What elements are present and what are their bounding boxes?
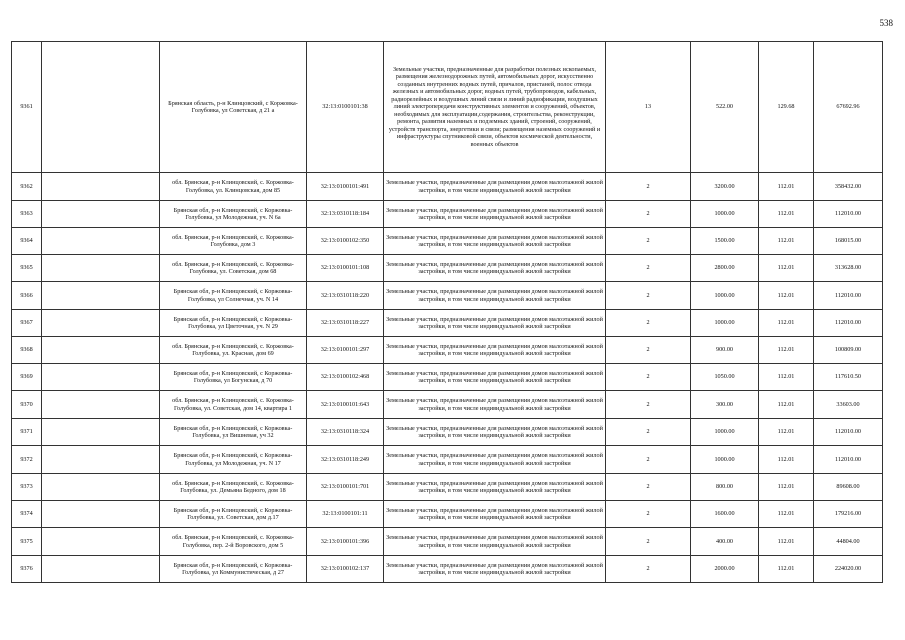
row-rate: 112.01 <box>759 282 814 310</box>
row-land-purpose: Земельные участки, предназначенные для размещения домов малоэтажной жилой застройки, в том числе индивидуальной жилой застройки <box>384 310 606 337</box>
row-address: Брянская обл, р-н Клинцовский, с Коржовка-Голубовка, ул Богунская, д 70 <box>160 364 307 391</box>
row-category-code: 2 <box>606 310 691 337</box>
row-id: 9373 <box>12 474 42 501</box>
row-id: 9376 <box>12 556 42 583</box>
row-blank <box>42 201 160 228</box>
row-cadastral-value: 358432.00 <box>814 173 883 201</box>
row-cadastral-value: 112010.00 <box>814 282 883 310</box>
row-cadastral-number: 32:13:0100102:137 <box>307 556 384 583</box>
table-row <box>12 391 883 419</box>
row-category-code: 2 <box>606 364 691 391</box>
row-area: 3200.00 <box>691 173 759 201</box>
row-address: Брянская обл, р-н Клинцовский, с Коржовка-Голубовка, ул Коммунистическая, д 27 <box>160 556 307 583</box>
row-land-purpose: Земельные участки, предназначенные для размещения домов малоэтажной жилой застройки, в том числе индивидуальной жилой застройки <box>384 391 606 419</box>
row-cadastral-number: 32:13:0100101:396 <box>307 528 384 556</box>
row-cadastral-number: 32:13:0100101:491 <box>307 173 384 201</box>
row-land-purpose: Земельные участки, предназначенные для размещения домов малоэтажной жилой застройки, в том числе индивидуальной жилой застройки <box>384 446 606 474</box>
row-cadastral-number: 32:13:0100101:701 <box>307 474 384 501</box>
row-category-code: 2 <box>606 255 691 282</box>
row-cadastral-value: 112010.00 <box>814 201 883 228</box>
row-id: 9361 <box>12 42 42 173</box>
row-id: 9366 <box>12 282 42 310</box>
row-cadastral-value: 100809.00 <box>814 337 883 364</box>
row-land-purpose: Земельные участки, предназначенные для размещения домов малоэтажной жилой застройки, в том числе индивидуальной жилой застройки <box>384 255 606 282</box>
row-cadastral-value: 112010.00 <box>814 446 883 474</box>
row-area: 522.00 <box>691 42 759 173</box>
row-cadastral-value: 168015.00 <box>814 228 883 255</box>
row-area: 1050.00 <box>691 364 759 391</box>
row-address: обл. Брянская, р-н Клинцовский, с. Коржовка-Голубовка, дом 3 <box>160 228 307 255</box>
row-category-code: 2 <box>606 419 691 446</box>
row-id: 9374 <box>12 501 42 528</box>
row-cadastral-number: 32:13:0100102:468 <box>307 364 384 391</box>
row-area: 300.00 <box>691 391 759 419</box>
row-area: 1500.00 <box>691 228 759 255</box>
row-blank <box>42 556 160 583</box>
row-land-purpose: Земельные участки, предназначенные для разработки полезных ископаемых, размещения железнодорожных путей, автомобильных дорог, искусственно созданных внутренних водных путей, причалов, пристаней, полос отвода железных и автомобильных дорог, водных путей, трубопроводов, кабельных, радиорелейных и воздушных линий связи и линий радиофикации, воздушных линий электропередачи конструктивных элементов и сооружений, объектов, необходимых для эксплуатации,содержания, строительства, реконструкции, ремонта, развития наземных и подземных зданий, строений, сооружений, устройств транспорта, энергетики и связи; размещения наземных сооружений и инфраструктуры спутниковой связи, объектов космической деятельности, военных объектов <box>384 42 606 173</box>
table-row <box>12 446 883 474</box>
row-id: 9375 <box>12 528 42 556</box>
table-row <box>12 501 883 528</box>
row-area: 2800.00 <box>691 255 759 282</box>
row-blank <box>42 173 160 201</box>
row-category-code: 2 <box>606 337 691 364</box>
row-cadastral-number: 32:13:0310118:324 <box>307 419 384 446</box>
row-category-code: 2 <box>606 201 691 228</box>
row-cadastral-number: 32:13:0310118:220 <box>307 282 384 310</box>
row-blank <box>42 419 160 446</box>
row-id: 9367 <box>12 310 42 337</box>
row-land-purpose: Земельные участки, предназначенные для размещения домов малоэтажной жилой застройки, в том числе индивидуальной жилой застройки <box>384 501 606 528</box>
row-rate: 112.01 <box>759 501 814 528</box>
row-area: 1000.00 <box>691 310 759 337</box>
row-blank <box>42 528 160 556</box>
table-row <box>12 528 883 556</box>
row-blank <box>42 501 160 528</box>
row-area: 900.00 <box>691 337 759 364</box>
row-address: обл. Брянская, р-н Клинцовский, с. Коржовка-Голубовка, ул. Клинцовская, дом 85 <box>160 173 307 201</box>
row-id: 9363 <box>12 201 42 228</box>
table-row <box>12 419 883 446</box>
row-cadastral-value: 179216.00 <box>814 501 883 528</box>
row-address: Брянская обл, р-н Клинцовский, с Коржовка-Голубовка, ул. Советская, дом д.17 <box>160 501 307 528</box>
row-cadastral-number: 32:13:0100101:108 <box>307 255 384 282</box>
row-id: 9369 <box>12 364 42 391</box>
row-rate: 112.01 <box>759 474 814 501</box>
table-row <box>12 474 883 501</box>
row-land-purpose: Земельные участки, предназначенные для размещения домов малоэтажной жилой застройки, в том числе индивидуальной жилой застройки <box>384 419 606 446</box>
row-category-code: 2 <box>606 391 691 419</box>
row-cadastral-value: 112010.00 <box>814 419 883 446</box>
row-cadastral-number: 32:13:0310118:249 <box>307 446 384 474</box>
table-row <box>12 310 883 337</box>
row-land-purpose: Земельные участки, предназначенные для размещения домов малоэтажной жилой застройки, в том числе индивидуальной жилой застройки <box>384 173 606 201</box>
row-category-code: 2 <box>606 173 691 201</box>
row-address: Брянская обл, р-н Клинцовский, с Коржовка-Голубовка, ул Цветочная, уч. N 29 <box>160 310 307 337</box>
row-id: 9362 <box>12 173 42 201</box>
row-land-purpose: Земельные участки, предназначенные для размещения домов малоэтажной жилой застройки, в том числе индивидуальной жилой застройки <box>384 282 606 310</box>
row-cadastral-number: 32:13:0100101:297 <box>307 337 384 364</box>
row-category-code: 2 <box>606 446 691 474</box>
row-rate: 112.01 <box>759 228 814 255</box>
table-body <box>12 42 883 583</box>
row-cadastral-value: 44804.00 <box>814 528 883 556</box>
land-registry-table <box>11 41 883 583</box>
row-area: 1000.00 <box>691 201 759 228</box>
row-blank <box>42 255 160 282</box>
table-row <box>12 228 883 255</box>
table-row <box>12 282 883 310</box>
table-row <box>12 42 883 173</box>
row-cadastral-value: 112010.00 <box>814 310 883 337</box>
row-address: Брянская обл, р-н Клинцовский, с Коржовка-Голубовка, ул Солнечная, уч. N 14 <box>160 282 307 310</box>
row-area: 1000.00 <box>691 419 759 446</box>
row-category-code: 2 <box>606 228 691 255</box>
row-area: 1000.00 <box>691 282 759 310</box>
row-category-code: 2 <box>606 474 691 501</box>
page-number: 538 <box>879 18 893 28</box>
row-land-purpose: Земельные участки, предназначенные для размещения домов малоэтажной жилой застройки, в том числе индивидуальной жилой застройки <box>384 364 606 391</box>
row-cadastral-value: 67692.96 <box>814 42 883 173</box>
row-rate: 112.01 <box>759 337 814 364</box>
row-rate: 129.68 <box>759 42 814 173</box>
row-area: 1600.00 <box>691 501 759 528</box>
row-area: 800.00 <box>691 474 759 501</box>
row-category-code: 2 <box>606 556 691 583</box>
row-id: 9372 <box>12 446 42 474</box>
table-row <box>12 173 883 201</box>
row-category-code: 2 <box>606 501 691 528</box>
row-land-purpose: Земельные участки, предназначенные для размещения домов малоэтажной жилой застройки, в том числе индивидуальной жилой застройки <box>384 337 606 364</box>
row-blank <box>42 282 160 310</box>
row-id: 9371 <box>12 419 42 446</box>
row-cadastral-number: 32:13:0100101:643 <box>307 391 384 419</box>
row-address: обл. Брянская, р-н Клинцовский, с. Коржовка-Голубовка, ул. Красная, дом 69 <box>160 337 307 364</box>
row-cadastral-number: 32:13:0100102:350 <box>307 228 384 255</box>
row-cadastral-number: 32:13:0100101:38 <box>307 42 384 173</box>
row-address: обл. Брянская, р-н Клинцовский, с. Коржовка-Голубовка, ул. Советская, дом 68 <box>160 255 307 282</box>
row-rate: 112.01 <box>759 364 814 391</box>
row-id: 9368 <box>12 337 42 364</box>
row-area: 400.00 <box>691 528 759 556</box>
table-row <box>12 364 883 391</box>
row-area: 1000.00 <box>691 446 759 474</box>
row-cadastral-value: 224020.00 <box>814 556 883 583</box>
row-cadastral-value: 117610.50 <box>814 364 883 391</box>
row-cadastral-number: 32:13:0100101:11 <box>307 501 384 528</box>
row-blank <box>42 42 160 173</box>
row-blank <box>42 474 160 501</box>
row-cadastral-number: 32:13:0310118:184 <box>307 201 384 228</box>
row-rate: 112.01 <box>759 446 814 474</box>
row-category-code: 2 <box>606 528 691 556</box>
row-blank <box>42 364 160 391</box>
table-row <box>12 556 883 583</box>
row-id: 9364 <box>12 228 42 255</box>
row-rate: 112.01 <box>759 255 814 282</box>
row-address: обл. Брянская, р-н Клинцовский, с. Коржовка-Голубовка, ул. Советская, дом 14, квартира 1 <box>160 391 307 419</box>
table-row <box>12 337 883 364</box>
row-blank <box>42 446 160 474</box>
row-blank <box>42 391 160 419</box>
row-address: обл. Брянская, р-н Клинцовский, с. Коржовка-Голубовка, ул. Демьяна Бедного, дом 18 <box>160 474 307 501</box>
row-cadastral-number: 32:13:0310118:227 <box>307 310 384 337</box>
row-rate: 112.01 <box>759 528 814 556</box>
row-id: 9365 <box>12 255 42 282</box>
table-row <box>12 201 883 228</box>
row-address: обл. Брянская, р-н Клинцовский, с. Коржовка-Голубовка, пер. 2-й Воровского, дом 5 <box>160 528 307 556</box>
row-land-purpose: Земельные участки, предназначенные для размещения домов малоэтажной жилой застройки, в том числе индивидуальной жилой застройки <box>384 201 606 228</box>
row-address: Брянская область, р-н Клинцовский, с Коржовка-Голубовка, ул Советская, д 21 а <box>160 42 307 173</box>
row-rate: 112.01 <box>759 201 814 228</box>
row-category-code: 2 <box>606 282 691 310</box>
row-land-purpose: Земельные участки, предназначенные для размещения домов малоэтажной жилой застройки, в том числе индивидуальной жилой застройки <box>384 474 606 501</box>
row-category-code: 13 <box>606 42 691 173</box>
row-rate: 112.01 <box>759 391 814 419</box>
row-rate: 112.01 <box>759 310 814 337</box>
row-cadastral-value: 89608.00 <box>814 474 883 501</box>
row-blank <box>42 337 160 364</box>
row-land-purpose: Земельные участки, предназначенные для размещения домов малоэтажной жилой застройки, в том числе индивидуальной жилой застройки <box>384 528 606 556</box>
row-rate: 112.01 <box>759 173 814 201</box>
row-rate: 112.01 <box>759 556 814 583</box>
row-address: Брянская обл, р-н Клинцовский, с Коржовка-Голубовка, ул Молодежная, уч. N 17 <box>160 446 307 474</box>
row-land-purpose: Земельные участки, предназначенные для размещения домов малоэтажной жилой застройки, в том числе индивидуальной жилой застройки <box>384 556 606 583</box>
row-rate: 112.01 <box>759 419 814 446</box>
row-cadastral-value: 33603.00 <box>814 391 883 419</box>
row-land-purpose: Земельные участки, предназначенные для размещения домов малоэтажной жилой застройки, в том числе индивидуальной жилой застройки <box>384 228 606 255</box>
row-address: Брянская обл, р-н Клинцовский, с Коржовка-Голубовка, ул Вишневая, уч 32 <box>160 419 307 446</box>
row-area: 2000.00 <box>691 556 759 583</box>
table-row <box>12 255 883 282</box>
row-blank <box>42 310 160 337</box>
row-id: 9370 <box>12 391 42 419</box>
row-address: Брянская обл, р-н Клинцовский, с Коржовка-Голубовка, ул Молодежная, уч. N 6а <box>160 201 307 228</box>
row-blank <box>42 228 160 255</box>
row-cadastral-value: 313628.00 <box>814 255 883 282</box>
